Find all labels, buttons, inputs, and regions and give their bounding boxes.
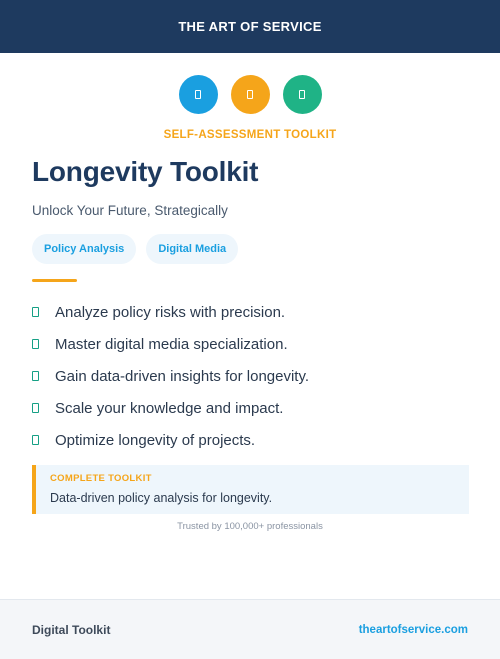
check-icon bbox=[32, 371, 39, 381]
check-icon bbox=[32, 403, 39, 413]
footer-link[interactable]: theartofservice.com bbox=[358, 623, 468, 636]
top-banner bbox=[0, 0, 500, 53]
callout-box bbox=[32, 465, 469, 514]
trust-note: Trusted by 100,000+ professionals bbox=[177, 521, 323, 532]
document-icon bbox=[299, 90, 305, 99]
callout-label: COMPLETE TOOLKIT bbox=[50, 473, 152, 484]
list-item bbox=[32, 328, 309, 360]
list-item-text: Master digital media specialization. bbox=[55, 335, 288, 353]
list-item-text: Gain data-driven insights for longevity. bbox=[55, 367, 310, 385]
check-icon bbox=[32, 307, 39, 317]
document-icon bbox=[195, 90, 201, 99]
page-title: Longevity Toolkit bbox=[32, 156, 259, 187]
footer-label: Digital Toolkit bbox=[32, 622, 111, 637]
benefit-list bbox=[32, 296, 309, 456]
list-item bbox=[32, 360, 309, 392]
icon-row bbox=[0, 75, 500, 114]
page-subtitle: Unlock Your Future, Strategically bbox=[32, 203, 228, 218]
document-icon bbox=[247, 90, 253, 99]
brand-name: THE ART OF SERVICE bbox=[178, 19, 322, 34]
list-item bbox=[32, 392, 309, 424]
icon-circle-blue bbox=[179, 75, 218, 114]
eyebrow-label: SELF-ASSESSMENT TOOLKIT bbox=[163, 129, 337, 141]
icon-circle-orange bbox=[231, 75, 270, 114]
tag-policy-analysis[interactable]: Policy Analysis bbox=[32, 234, 136, 264]
accent-divider bbox=[32, 279, 77, 282]
tag-digital-media[interactable]: Digital Media bbox=[146, 234, 238, 264]
tag-list bbox=[32, 234, 238, 264]
list-item-text: Analyze policy risks with precision. bbox=[55, 303, 286, 321]
icon-circle-green bbox=[283, 75, 322, 114]
list-item-text: Scale your knowledge and impact. bbox=[55, 399, 284, 417]
list-item bbox=[32, 296, 309, 328]
check-icon bbox=[32, 339, 39, 349]
callout-text: Data-driven policy analysis for longevity. bbox=[50, 491, 273, 505]
list-item-text: Optimize longevity of projects. bbox=[55, 431, 256, 449]
check-icon bbox=[32, 435, 39, 445]
list-item bbox=[32, 424, 309, 456]
footer bbox=[0, 599, 500, 659]
